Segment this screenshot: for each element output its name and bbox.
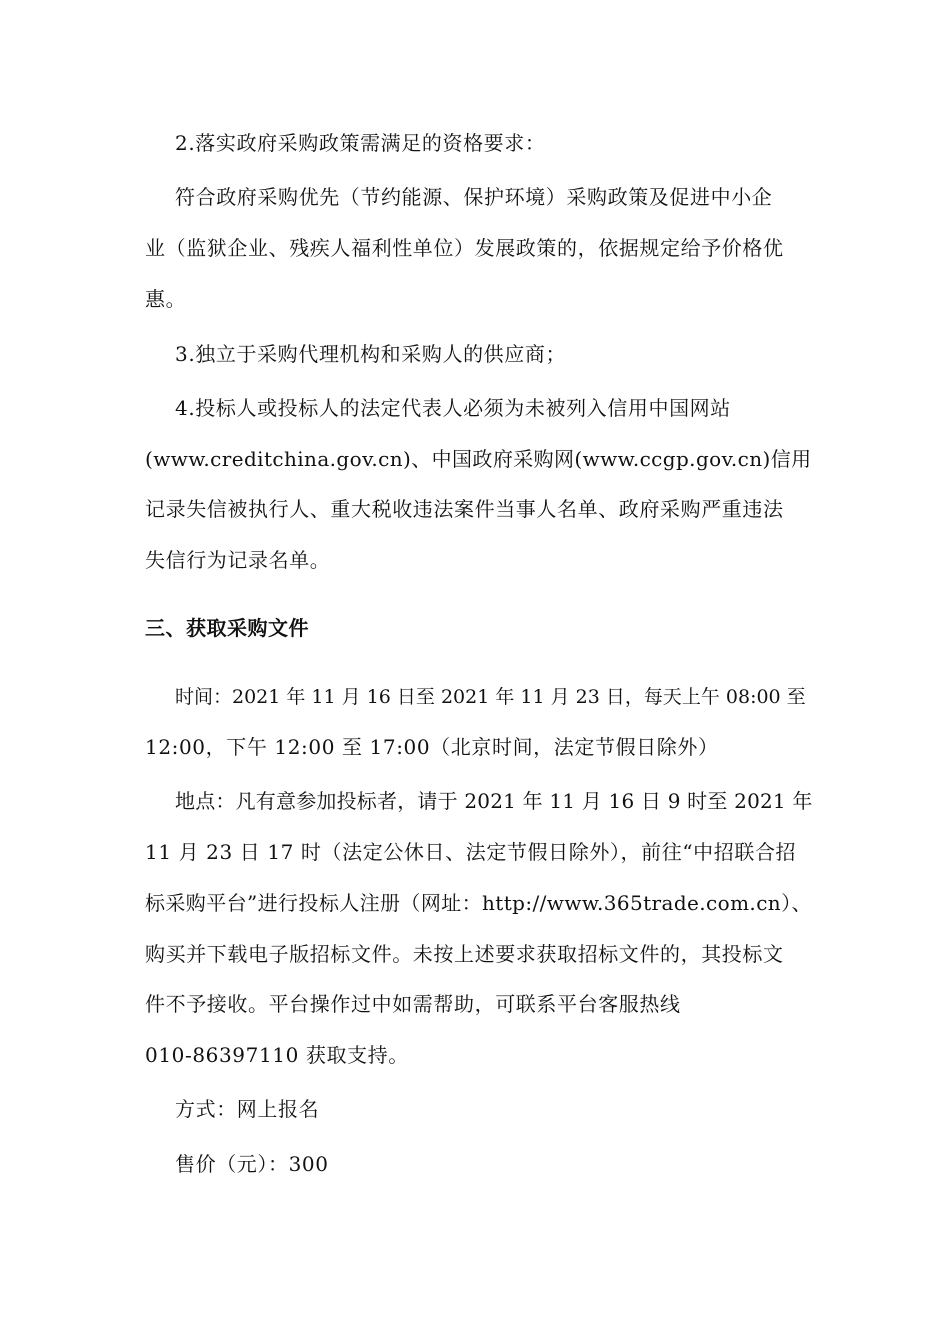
location-line-6: 010-86397110 获取支持。 <box>145 1043 409 1067</box>
location-line-4: 购买并下载电子版招标文件。未按上述要求获取招标文件的，其投标文 <box>145 942 784 966</box>
method-text: 方式：网上报名 <box>175 1097 320 1121</box>
location-line-1: 地点：凡有意参加投标者，请于 2021 年 11 月 16 日 9 时至 2021 年 <box>175 789 813 813</box>
item2-body-line-1: 符合政府采购优先（节约能源、保护环境）采购政策及促进中小企 <box>175 185 773 209</box>
section-heading: 三、获取采购文件 <box>145 616 309 640</box>
item2-body-line-2: 业（监狱企业、残疾人福利性单位）发展政策的，依据规定给予价格优 <box>145 236 784 260</box>
location-line-3: 标采购平台”进行投标人注册（网址：http://www.365trade.com.cn）、 <box>145 891 812 915</box>
item4-line-1: 4.投标人或投标人的法定代表人必须为未被列入信用中国网站 <box>175 396 731 420</box>
item4-line-4: 失信行为记录名单。 <box>145 548 331 572</box>
item3-text: 3.独立于采购代理机构和采购人的供应商； <box>175 342 567 366</box>
time-line-1: 时间：2021 年 11 月 16 日至 2021 年 11 月 23 日，每天上午 08:00 至 <box>175 686 806 708</box>
item2-body-line-3: 惠。 <box>145 287 187 311</box>
location-line-2: 11 月 23 日 17 时（法定公休日、法定节假日除外），前往“中招联合招 <box>145 840 797 864</box>
price-text: 售价（元）：300 <box>175 1152 329 1176</box>
item4-line-2: (www.creditchina.gov.cn)、中国政府采购网(www.ccgp.gov.cn)信用 <box>145 447 812 471</box>
location-line-5: 件不予接收。平台操作过中如需帮助，可联系平台客服热线 <box>145 992 681 1016</box>
item2-title: 2.落实政府采购政策需满足的资格要求： <box>175 131 546 155</box>
time-line-2: 12:00，下午 12:00 至 17:00（北京时间，法定节假日除外） <box>145 735 719 759</box>
item4-line-3: 记录失信被执行人、重大税收违法案件当事人名单、政府采购严重违法 <box>145 497 784 521</box>
